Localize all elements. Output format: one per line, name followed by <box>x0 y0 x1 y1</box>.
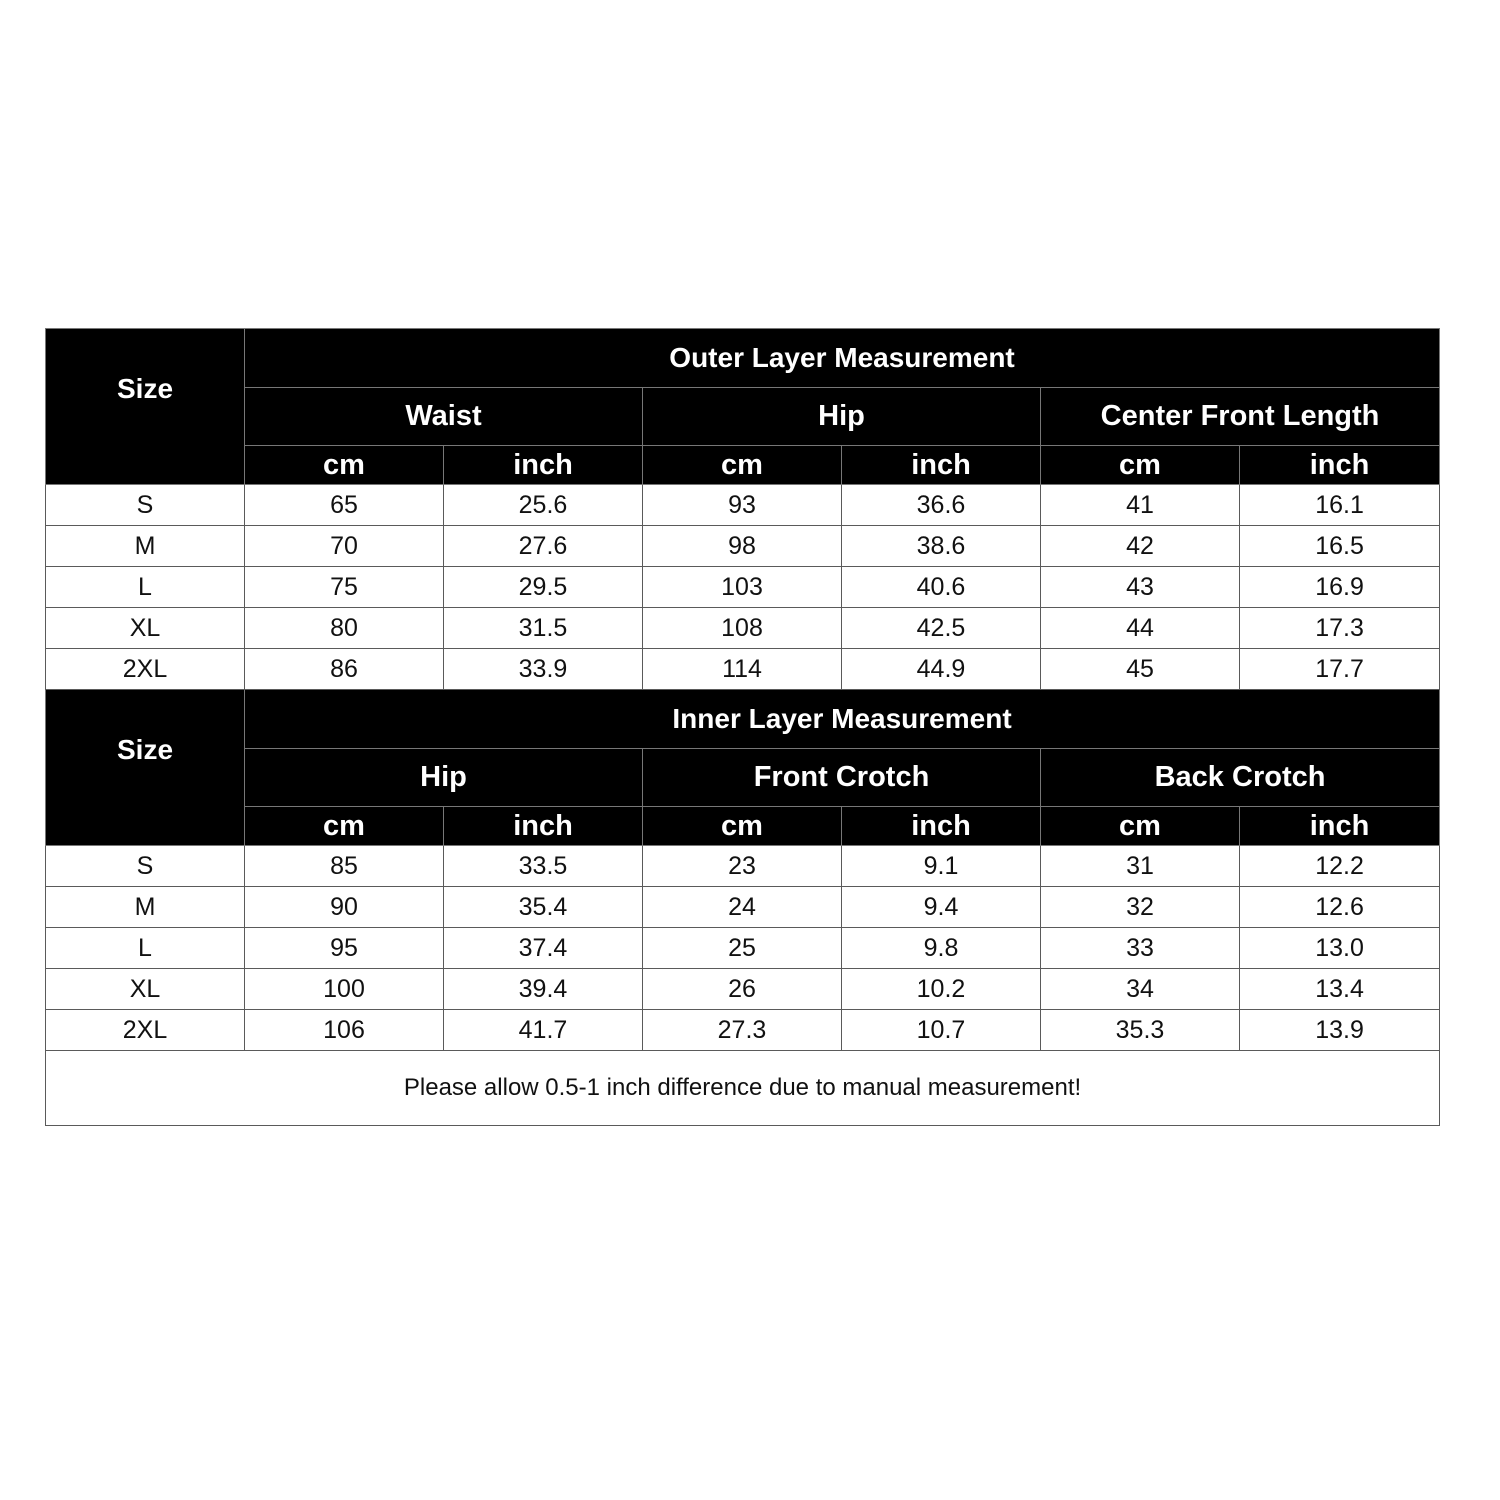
measurement-cell: 25.6 <box>444 485 643 526</box>
measurement-cell: 44.9 <box>842 649 1041 690</box>
measurement-cell: 38.6 <box>842 526 1041 567</box>
outer-layer-section <box>46 329 1440 690</box>
measurement-cell: 25 <box>643 928 842 969</box>
table-row <box>46 969 1440 1010</box>
measurement-cell: 39.4 <box>444 969 643 1010</box>
outer-unit-header: cm <box>245 446 444 485</box>
outer-group-header: Waist <box>245 388 643 446</box>
measurement-cell: 9.1 <box>842 846 1041 887</box>
measurement-cell: 13.4 <box>1240 969 1440 1010</box>
measurement-cell: 34 <box>1041 969 1240 1010</box>
table-row <box>46 567 1440 608</box>
measurement-cell: 17.7 <box>1240 649 1440 690</box>
inner-unit-header: cm <box>643 807 842 846</box>
inner-group-header: Back Crotch <box>1041 749 1440 807</box>
measurement-cell: 90 <box>245 887 444 928</box>
measurement-cell: 41 <box>1041 485 1240 526</box>
outer-group-header: Hip <box>643 388 1041 446</box>
size-cell: L <box>46 928 245 969</box>
measurement-cell: 35.4 <box>444 887 643 928</box>
inner-unit-header: inch <box>444 807 643 846</box>
outer-unit-header: inch <box>842 446 1041 485</box>
measurement-cell: 35.3 <box>1041 1010 1240 1051</box>
table-row <box>46 1010 1440 1051</box>
measurement-cell: 10.2 <box>842 969 1041 1010</box>
outer-unit-header: cm <box>1041 446 1240 485</box>
inner-group-header: Front Crotch <box>643 749 1041 807</box>
size-cell: S <box>46 485 245 526</box>
table-row <box>46 928 1440 969</box>
size-cell: S <box>46 846 245 887</box>
inner-size-header: Size <box>46 690 245 846</box>
measurement-cell: 45 <box>1041 649 1240 690</box>
inner-layer-title: Inner Layer Measurement <box>245 690 1440 749</box>
size-cell: XL <box>46 969 245 1010</box>
measurement-cell: 32 <box>1041 887 1240 928</box>
size-cell: 2XL <box>46 1010 245 1051</box>
size-chart-table <box>45 328 1440 1126</box>
measurement-cell: 23 <box>643 846 842 887</box>
measurement-cell: 16.9 <box>1240 567 1440 608</box>
measurement-cell: 12.2 <box>1240 846 1440 887</box>
measurement-cell: 98 <box>643 526 842 567</box>
measurement-cell: 93 <box>643 485 842 526</box>
measurement-cell: 26 <box>643 969 842 1010</box>
measurement-cell: 16.5 <box>1240 526 1440 567</box>
measurement-cell: 42.5 <box>842 608 1041 649</box>
measurement-cell: 24 <box>643 887 842 928</box>
table-row <box>46 608 1440 649</box>
measurement-cell: 41.7 <box>444 1010 643 1051</box>
measurement-note: Please allow 0.5-1 inch difference due to manual measurement! <box>46 1051 1440 1126</box>
measurement-cell: 36.6 <box>842 485 1041 526</box>
outer-unit-header: cm <box>643 446 842 485</box>
measurement-cell: 95 <box>245 928 444 969</box>
measurement-cell: 33.5 <box>444 846 643 887</box>
inner-unit-header: cm <box>1041 807 1240 846</box>
outer-unit-header: inch <box>1240 446 1440 485</box>
measurement-cell: 43 <box>1041 567 1240 608</box>
size-cell: M <box>46 526 245 567</box>
outer-layer-title: Outer Layer Measurement <box>245 329 1440 388</box>
measurement-cell: 13.0 <box>1240 928 1440 969</box>
measurement-cell: 85 <box>245 846 444 887</box>
measurement-cell: 42 <box>1041 526 1240 567</box>
measurement-cell: 27.6 <box>444 526 643 567</box>
measurement-cell: 44 <box>1041 608 1240 649</box>
measurement-cell: 106 <box>245 1010 444 1051</box>
inner-unit-header: cm <box>245 807 444 846</box>
size-cell: 2XL <box>46 649 245 690</box>
measurement-cell: 75 <box>245 567 444 608</box>
measurement-cell: 31 <box>1041 846 1240 887</box>
measurement-cell: 70 <box>245 526 444 567</box>
table-row <box>46 649 1440 690</box>
table-row <box>46 846 1440 887</box>
measurement-cell: 9.8 <box>842 928 1041 969</box>
outer-size-header: Size <box>46 329 245 485</box>
outer-group-header: Center Front Length <box>1041 388 1440 446</box>
table-row <box>46 526 1440 567</box>
inner-unit-header: inch <box>842 807 1041 846</box>
measurement-cell: 13.9 <box>1240 1010 1440 1051</box>
table-row <box>46 485 1440 526</box>
size-cell: XL <box>46 608 245 649</box>
measurement-cell: 10.7 <box>842 1010 1041 1051</box>
measurement-cell: 12.6 <box>1240 887 1440 928</box>
measurement-cell: 33 <box>1041 928 1240 969</box>
inner-layer-section <box>46 690 1440 1051</box>
measurement-cell: 114 <box>643 649 842 690</box>
measurement-cell: 29.5 <box>444 567 643 608</box>
measurement-cell: 9.4 <box>842 887 1041 928</box>
measurement-cell: 108 <box>643 608 842 649</box>
measurement-cell: 100 <box>245 969 444 1010</box>
measurement-cell: 65 <box>245 485 444 526</box>
measurement-cell: 31.5 <box>444 608 643 649</box>
measurement-cell: 103 <box>643 567 842 608</box>
measurement-cell: 40.6 <box>842 567 1041 608</box>
outer-unit-header: inch <box>444 446 643 485</box>
measurement-cell: 27.3 <box>643 1010 842 1051</box>
table-row <box>46 887 1440 928</box>
measurement-cell: 86 <box>245 649 444 690</box>
size-cell: L <box>46 567 245 608</box>
measurement-cell: 16.1 <box>1240 485 1440 526</box>
measurement-cell: 33.9 <box>444 649 643 690</box>
measurement-cell: 80 <box>245 608 444 649</box>
inner-unit-header: inch <box>1240 807 1440 846</box>
inner-group-header: Hip <box>245 749 643 807</box>
measurement-cell: 17.3 <box>1240 608 1440 649</box>
measurement-cell: 37.4 <box>444 928 643 969</box>
size-cell: M <box>46 887 245 928</box>
